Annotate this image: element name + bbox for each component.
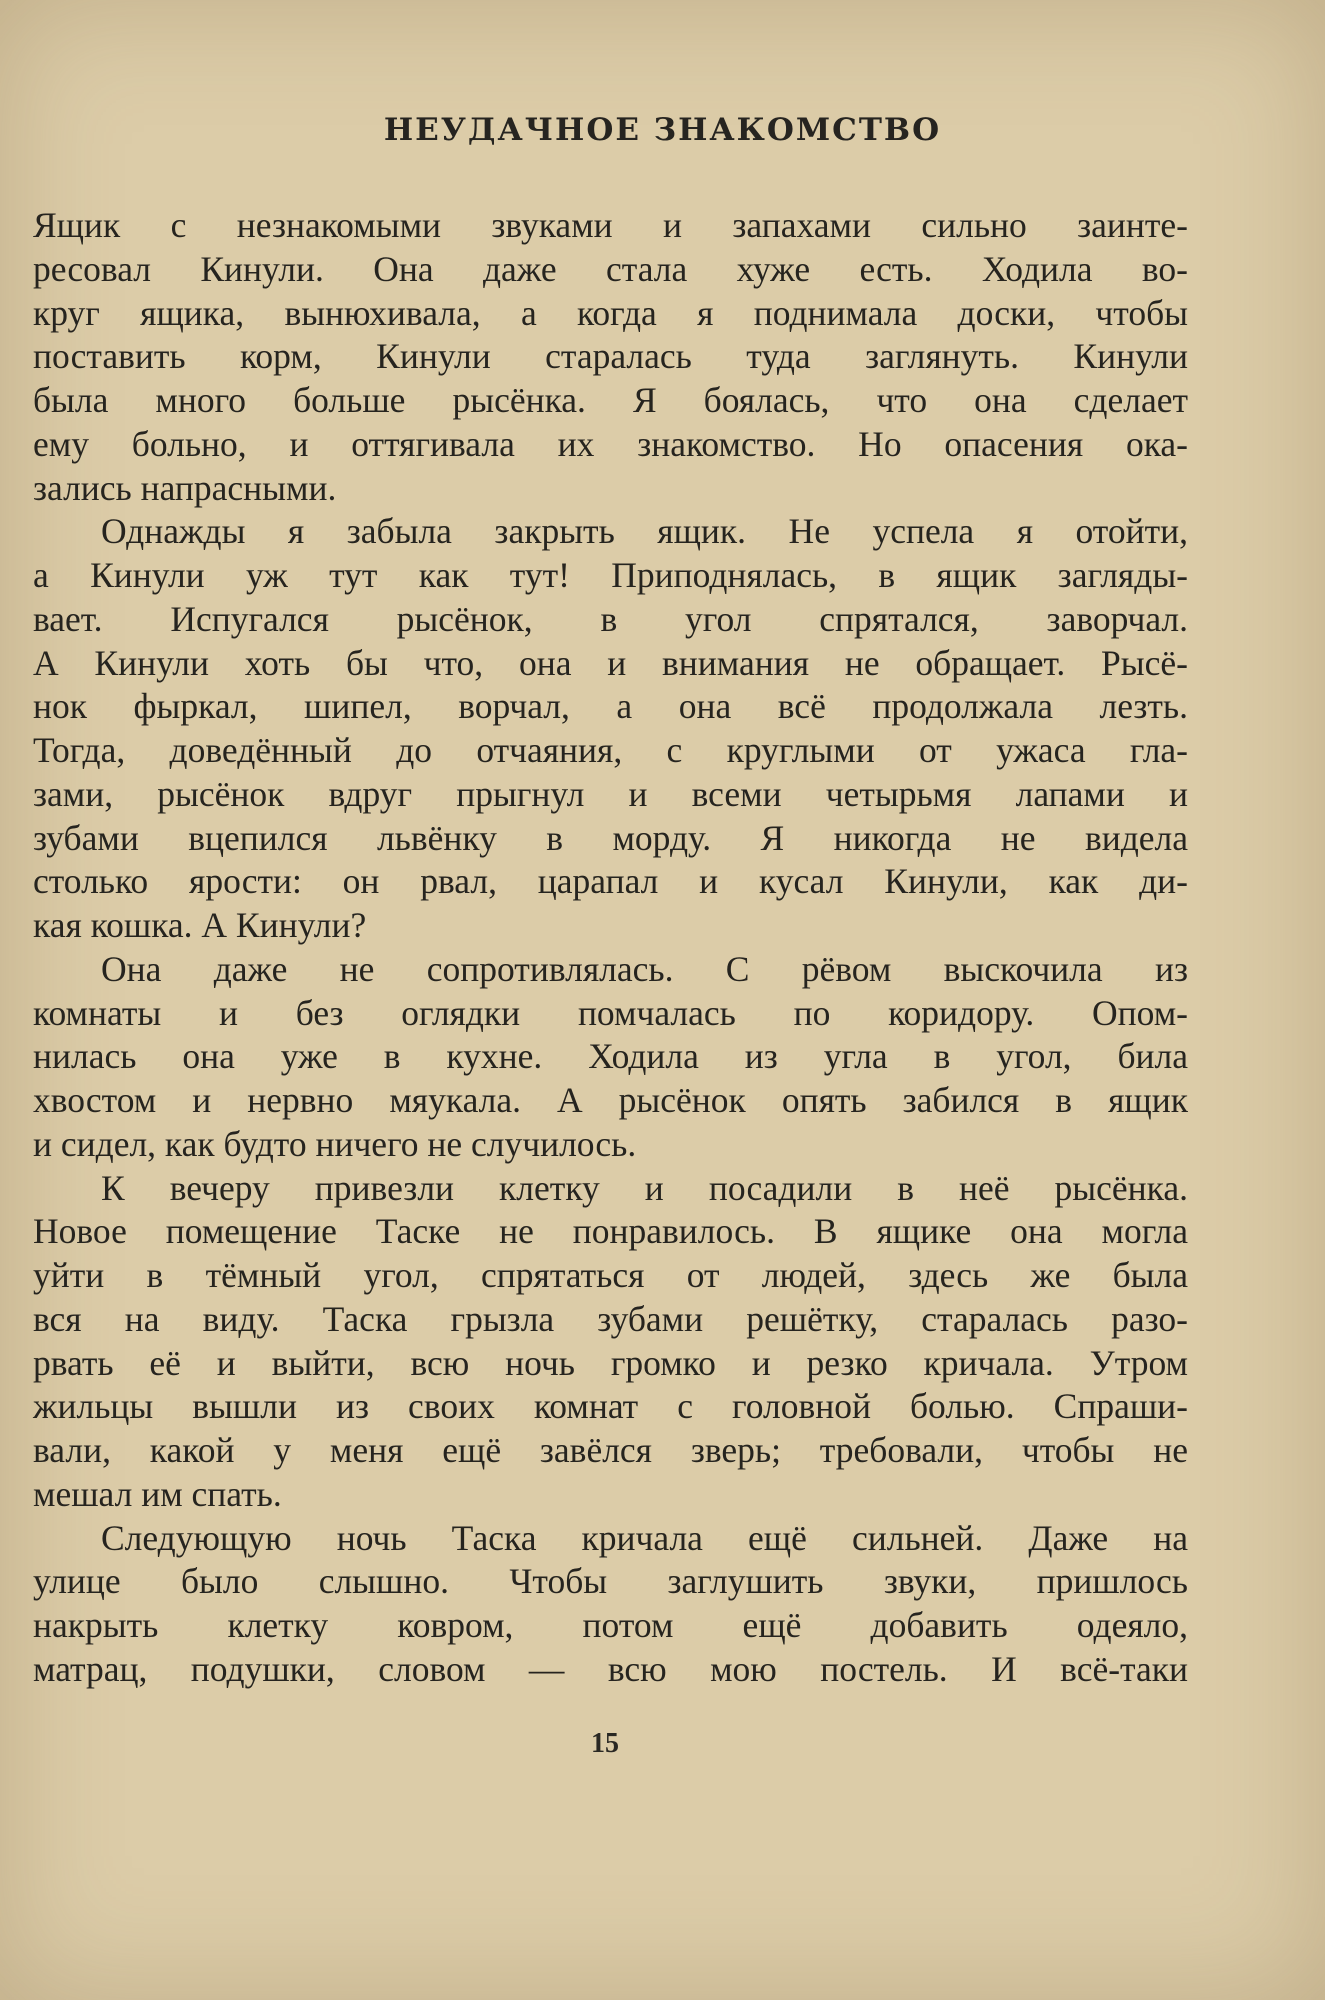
text-line: жильцы вышли из своих комнат с головной болью. Спраши- [33,1386,1188,1427]
text-line: Однажды я забыла закрыть ящик. Не успела я отойти, [101,511,1188,552]
text-line: Тогда, доведённый до отчаяния, с круглыми от ужаса гла- [33,730,1188,770]
text-line: столько ярости: он рвал, царапал и кусал Кинули, как ди- [33,861,1188,902]
page-number: 15 [591,1728,619,1759]
text-line: рвать её и выйти, всю ночь громко и резко кричала. Утром [33,1342,1188,1383]
text-line: вся на виду. Таска грызла зубами решётку, старалась разо- [33,1298,1188,1339]
text-line: а Кинули уж тут как тут! Приподнялась, в ящик загляды- [33,555,1188,595]
chapter-title: НЕУДАЧНОЕ ЗНАКОМСТВО [383,112,942,148]
text-line: нилась она уже в кухне. Ходила из угла в угол, била [33,1036,1188,1077]
text-line: уйти в тёмный угол, спрятаться от людей, здесь же была [33,1255,1188,1295]
text-line: Следующую ночь Таска кричала ещё сильней. Даже на [101,1517,1188,1558]
text-line: зубами вцепился львёнку в морду. Я никогда не видела [33,817,1188,858]
text-line: круг ящика, вынюхивала, а когда я поднимала доски, чтобы [33,292,1188,333]
text-line: накрыть клетку ковром, потом ещё добавить одеяло, [33,1605,1188,1645]
text-line: ему больно, и оттягивала их знакомство. Но опасения ока- [33,423,1188,464]
text-line: улице было слышно. Чтобы заглушить звуки, пришлось [33,1561,1188,1602]
text-line: мешал им спать. [33,1473,282,1514]
text-line: Она даже не сопротивлялась. С рёвом выскочила из [101,948,1188,989]
text-line: Ящик с незнакомыми звуками и запахами сильно заинте- [33,205,1188,245]
text-line: матрац, подушки, словом — всю мою постель. И всё-таки [33,1648,1188,1689]
text-line: Новое помещение Таске не понравилось. В ящике она могла [33,1211,1188,1252]
text-line: была много больше рысёнка. Я боялась, что она сделает [33,380,1188,420]
text-line: ресовал Кинули. Она даже стала хуже есть. Ходила во- [33,248,1188,289]
text-line: вает. Испугался рысёнок, в угол спрятался, заворчал. [33,598,1188,639]
text-line: поставить корм, Кинули старалась туда заглянуть. Кинули [33,336,1188,377]
text-line: хвостом и нервно мяукала. А рысёнок опять забился в ящик [33,1080,1188,1120]
text-line: вали, какой у меня ещё завёлся зверь; требовали, чтобы не [33,1430,1188,1470]
text-line: зами, рысёнок вдруг прыгнул и всеми четырьмя лапами и [33,773,1188,814]
text-line: комнаты и без оглядки помчалась по коридору. Опом- [33,992,1188,1033]
text-line: К вечеру привезли клетку и посадили в неё рысёнка. [101,1167,1188,1208]
text-line: нок фыркал, шипел, ворчал, а она всё продолжала лезть. [33,686,1188,727]
body-text [33,204,1188,1692]
text-line: зались напрасными. [33,467,337,508]
text-line: кая кошка. А Кинули? [33,905,367,945]
text-line: и сидел, как будто ничего не случилось. [33,1123,637,1164]
text-line: А Кинули хоть бы что, она и внимания не обращает. Рысё- [33,642,1188,683]
